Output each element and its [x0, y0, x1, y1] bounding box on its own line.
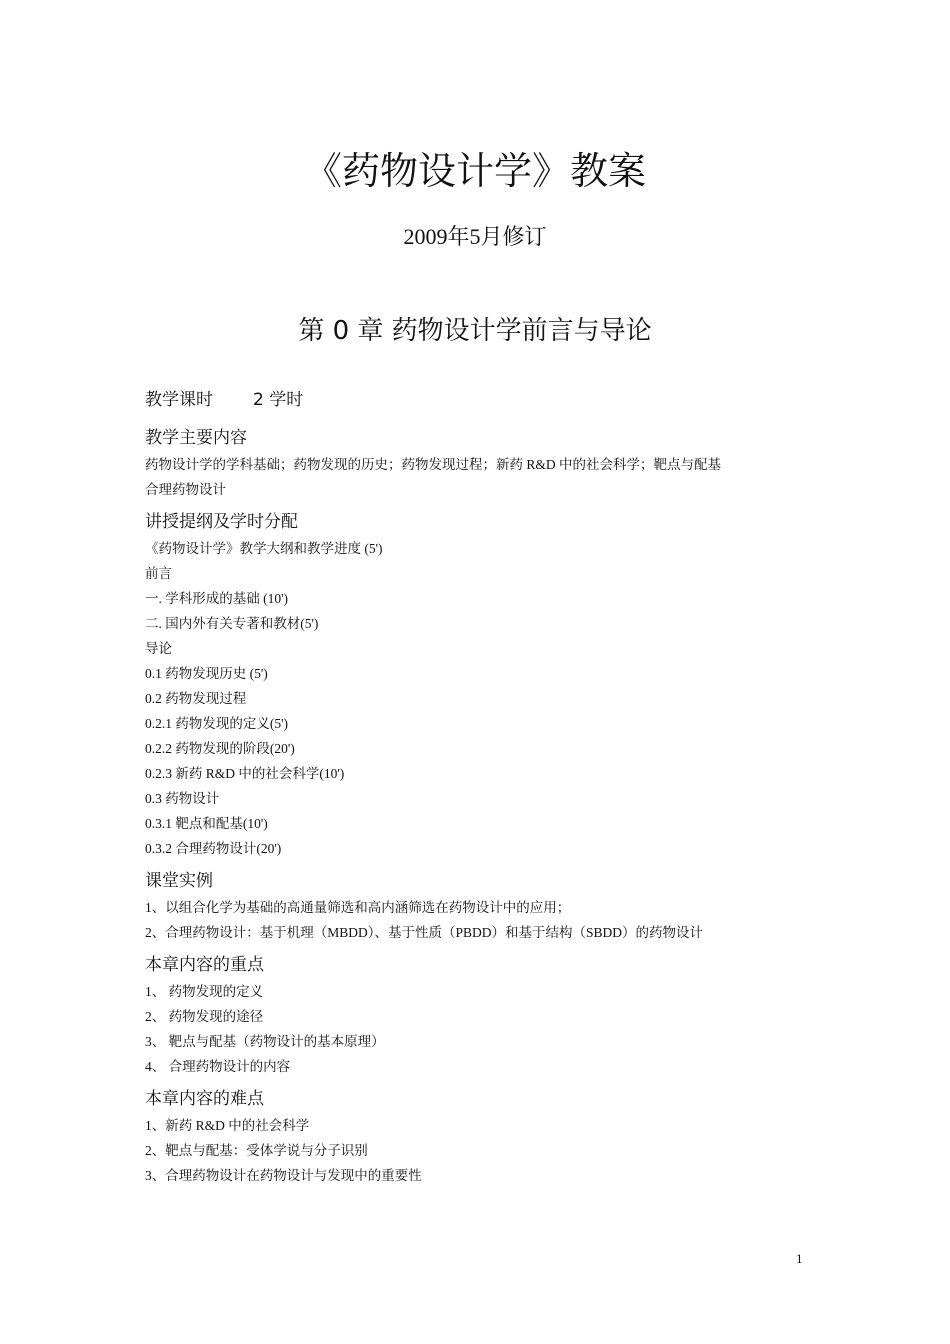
section-line: 合理药物设计	[145, 482, 226, 497]
outline-item: 前言	[145, 566, 172, 581]
teaching-hours-value: 2 学时	[253, 390, 304, 410]
example-item: 1、以组合化学为基础的高通量筛选和高内涵筛选在药物设计中的应用；	[145, 900, 571, 915]
outline-item: 二. 国内外有关专著和教材(5')	[145, 616, 319, 631]
section-heading: 教学主要内容	[145, 428, 247, 448]
teaching-hours	[145, 386, 805, 414]
chapter-title: 第 0 章 药物设计学前言与导论	[298, 316, 652, 346]
section-heading: 本章内容的重点	[145, 955, 264, 975]
revision-date: 2009年5月修订	[403, 224, 547, 249]
example-item: 2、合理药物设计：基于机理（MBDD）、基于性质（PBDD）和基于结构（SBDD）的药物设计	[145, 925, 704, 940]
section-heading: 本章内容的难点	[145, 1089, 264, 1109]
outline-item: 《药物设计学》教学大纲和教学进度 (5')	[145, 541, 383, 556]
outline-item: 0.3.1 靶点和配基(10')	[145, 816, 268, 831]
outline-item: 0.3 药物设计	[145, 791, 220, 806]
section-key-points	[145, 951, 805, 1079]
section-main-content	[145, 424, 805, 502]
outline-item: 0.2.2 药物发现的阶段(20')	[145, 741, 295, 756]
key-point-item: 4、 合理药物设计的内容	[145, 1059, 291, 1074]
outline-item: 0.1 药物发现历史 (5')	[145, 666, 268, 681]
section-class-examples	[145, 867, 805, 945]
difficult-point-item: 1、新药 R&D 中的社会科学	[145, 1118, 310, 1133]
section-heading: 课堂实例	[145, 871, 213, 891]
difficult-point-item: 2、靶点与配基：受体学说与分子识别	[145, 1143, 368, 1158]
outline-item: 0.3.2 合理药物设计(20')	[145, 841, 282, 856]
key-point-item: 3、 靶点与配基（药物设计的基本原理）	[145, 1034, 385, 1049]
outline-item: 0.2.1 药物发现的定义(5')	[145, 716, 289, 731]
key-point-item: 1、 药物发现的定义	[145, 984, 264, 999]
section-outline	[145, 508, 805, 861]
document-body	[145, 386, 805, 1194]
document-title: 《药物设计学》教案	[303, 149, 646, 193]
page-number: 1	[796, 1251, 803, 1266]
difficult-point-item: 3、合理药物设计在药物设计与发现中的重要性	[145, 1168, 422, 1183]
outline-item: 一. 学科形成的基础 (10')	[145, 591, 289, 606]
teaching-hours-label: 教学课时	[145, 390, 213, 410]
key-point-item: 2、 药物发现的途径	[145, 1009, 264, 1024]
outline-item: 0.2 药物发现过程	[145, 691, 247, 706]
section-heading: 讲授提纲及学时分配	[145, 512, 298, 532]
section-line: 药物设计学的学科基础；药物发现的历史；药物发现过程；新药 R&D 中的社会科学；靶点与配基	[145, 457, 722, 472]
outline-item: 0.2.3 新药 R&D 中的社会科学(10')	[145, 766, 345, 781]
section-difficult-points	[145, 1085, 805, 1188]
outline-item: 导论	[145, 641, 172, 656]
